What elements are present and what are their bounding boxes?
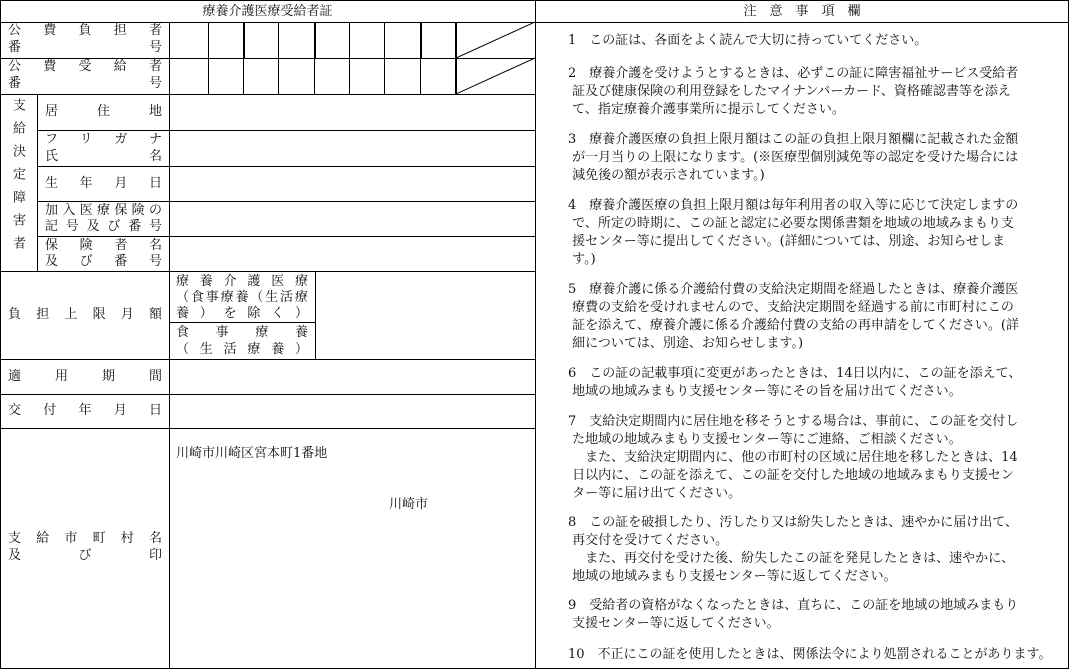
digit-box-line bbox=[278, 22, 279, 58]
note-item-5: 5 療養介護に係る介護給付費の支給決定期間を経過したときは、療養介護医 療費の支給を受けれませんので、支給決定期間を経過する前に市町村にこの 証を添えて、療養介護に係る介護給付費の支給の再申請をしてください。(詳 細については、別途、お知らせします。) bbox=[568, 282, 1019, 351]
label-municipality: 支 給 市 町 村 名 bbox=[8, 531, 162, 546]
col-line bbox=[315, 271, 316, 359]
label-public-recipient-no-2: 番 号 bbox=[8, 76, 162, 91]
label-name: 氏 名 bbox=[45, 149, 162, 164]
label-insurer-2: 及 び 番 号 bbox=[45, 254, 162, 269]
label-medical: 療 養 介 護 医 療 bbox=[176, 274, 308, 289]
label-meal: 食 事 療 養 bbox=[176, 325, 308, 340]
label-medical-3: 養 ） を 除 く ） bbox=[176, 306, 308, 321]
row-line bbox=[37, 236, 535, 237]
digit-box-line bbox=[278, 58, 279, 94]
digit-box-line bbox=[349, 58, 350, 94]
digit-box-line bbox=[243, 22, 245, 58]
note-item-4: 4 療養介護医療の負担上限月額は毎年利用者の収入等に応じて決定しますの で、所定の時期に、この証と認定に必要な関係書類を地域の地域みまもり支 援センター等に提出してください。(詳細については、別途、お知らせしま す。) bbox=[568, 198, 1019, 267]
label-address-text: 居 住 地 bbox=[45, 104, 162, 119]
note-item-3: 3 療養介護医療の負担上限月額はこの証の負担上限月額欄に記載された金額 が一月当りの上限になります。(※医療型個別減免等の認定を受けた場合には 減免後の額が表示されています。) bbox=[568, 132, 1019, 183]
col-line bbox=[37, 94, 38, 271]
digit-box-line bbox=[208, 58, 209, 94]
label-public-recipient-no: 公 費 受 給 者 bbox=[8, 59, 162, 74]
note-item-7: 7 支給決定期間内に居住地を移そうとする場合は、事前に、この証を交付し た地域の地域みまもり支援センター等にご連絡、ご相談ください。 また、支給決定期間内に、他の市町村の区域に居住地を移したときは、14 日以内に、この証を添えて、この証を交付した地域の地域みまもり支援セン ター等に届け出てください。 bbox=[568, 414, 1019, 501]
row-line bbox=[0, 428, 535, 429]
row-line bbox=[37, 130, 535, 131]
diagonal-strikes bbox=[456, 22, 535, 94]
notes-title: 注 意 事 項 欄 bbox=[743, 4, 861, 19]
notes-title-line bbox=[535, 22, 1069, 23]
row-line bbox=[37, 201, 535, 202]
digit-box-line bbox=[384, 22, 385, 58]
digit-box-line bbox=[314, 58, 315, 94]
certificate-title: 療養介護医療受給者証 bbox=[202, 4, 333, 19]
row-line bbox=[169, 322, 315, 323]
label-furigana: フ リ ガ ナ bbox=[45, 132, 162, 147]
label-address bbox=[45, 104, 162, 119]
label-meal-2: （ 生 活 療 養 ） bbox=[176, 342, 308, 357]
label-insurance-no: 加 入 医 療 保 険 の bbox=[45, 203, 162, 218]
label-medical-2: （ 食 事 療 養 （ 生 活 療 bbox=[176, 290, 308, 305]
digit-box-line bbox=[243, 58, 244, 94]
label-public-payer-no: 公 費 負 担 者 bbox=[8, 23, 162, 38]
digit-box-line bbox=[384, 58, 385, 94]
label-valid-period: 適 用 期 間 bbox=[8, 369, 162, 384]
issuer-name: 川崎市 bbox=[389, 497, 429, 512]
note-item-1: 1 この証は、各面をよく読んで大切に持っていてください。 bbox=[568, 33, 928, 48]
col-line bbox=[169, 22, 170, 668]
center-divider bbox=[535, 0, 536, 669]
digit-box-line bbox=[420, 22, 422, 58]
label-birthdate: 生 年 月 日 bbox=[45, 176, 162, 191]
digit-box-line bbox=[314, 22, 316, 58]
label-insurance-no-2: 記 号 及 び 番 号 bbox=[45, 219, 162, 234]
note-item-8: 8 この証を破損したり、汚したり又は紛失したときは、速やかに届け出て、 再交付を受けてください。 また、再交付を受けた後、紛失したこの証を発見したときは、速やかに、 地域の地域みまもり支援センター等に返してください。 bbox=[568, 515, 1019, 584]
border-left bbox=[0, 0, 1, 669]
label-cost-limit: 負 担 上 限 月 額 bbox=[8, 307, 162, 322]
label-beneficiary-group: 支給決定障害者 bbox=[10, 98, 25, 259]
note-item-10: 10 不正にこの証を使用したときは、関係法令により処罰されることがあります。 bbox=[568, 647, 1052, 662]
row-line bbox=[0, 359, 535, 360]
label-public-payer-no-2: 番 号 bbox=[8, 40, 162, 55]
row-line bbox=[0, 394, 535, 395]
note-item-2: 2 療養介護を受けようとするときは、必ずこの証に障害福祉サービス受給者 証及び健康保険の利用登録をしたマイナンバーカード、資格確認書等を添え て、指定療養介護事業所に提示してください。 bbox=[568, 66, 1019, 117]
label-insurer: 保 険 者 名 bbox=[45, 238, 162, 253]
digit-box-line bbox=[208, 22, 209, 58]
note-item-6: 6 この証の記載事項に変更があったときは、14日以内に、この証を添えて、 地域の地域みまもり支援センター等にその旨を届け出てください。 bbox=[568, 366, 1022, 399]
digit-box-line bbox=[420, 58, 421, 94]
label-municipality-2: 及 び 印 bbox=[8, 548, 162, 563]
label-issue-date: 交 付 年 月 日 bbox=[8, 403, 162, 418]
row-line bbox=[37, 166, 535, 167]
row-line bbox=[0, 94, 535, 95]
note-item-9: 9 受給者の資格がなくなったときは、直ちに、この証を地域の地域みまもり 支援センター等に返してください。 bbox=[568, 598, 1019, 631]
digit-box-line bbox=[349, 22, 350, 58]
issuer-address: 川崎市川崎区宮本町1番地 bbox=[176, 446, 328, 461]
row-line bbox=[0, 271, 535, 272]
